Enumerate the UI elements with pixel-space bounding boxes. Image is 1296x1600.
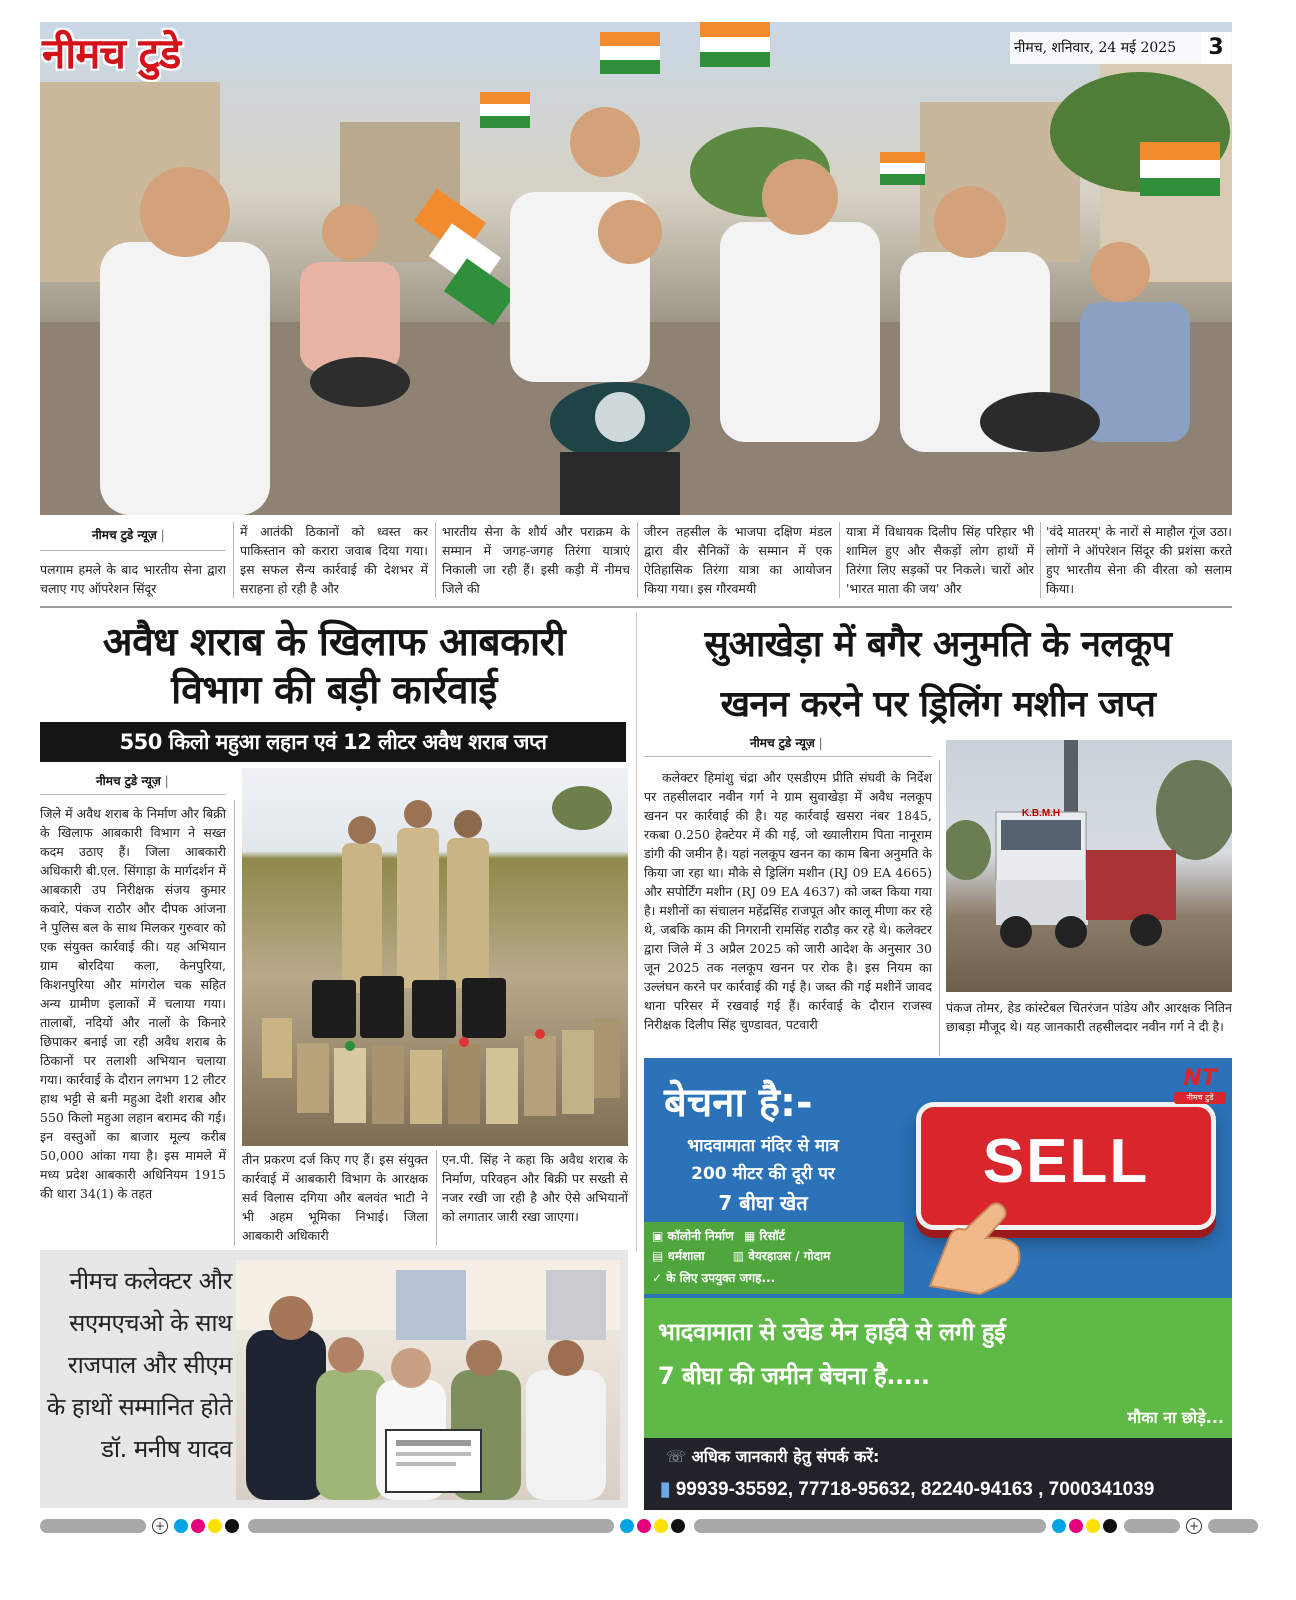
page-number: 3 [1202,32,1230,64]
phone-icon: ☏ [666,1447,692,1466]
ad-uses-strip [644,1222,904,1294]
ad-green-line-2: 7 बीघा की जमीन बेचना है..... [658,1362,930,1390]
ad-uses-suffix: ✓ के लिए उपयुक्त जगह... [652,1271,776,1285]
photo-story-box [40,1250,628,1508]
rally-illustration [40,22,1232,515]
masthead-logo [42,30,180,78]
liquor-col-3: एन.पी. सिंह ने कहा कि अवैध शराब के निर्माण, परिवहन और बिक्री पर सख्ती से नजर रखी जा रही है और ऐसे अभियानों को लगातार जारी रखा जाएगा। [442,1152,628,1224]
ad-phones: 99939-35592, 77718-95632, 82240-94163 , 7000341039 [675,1479,1155,1500]
felicitation-illustration [236,1260,620,1500]
building-icon: ▣ [652,1229,668,1243]
dateline-box [1010,32,1232,64]
yellow-dot [1086,1519,1100,1533]
yellow-dot [208,1519,222,1533]
yellow-dot [654,1519,668,1533]
borewell-body: कलेक्टर हिमांशु चंद्रा और एसडीएम प्रीति संघवी के निर्देश पर तहसीलदार नवीन गर्ग ने ग्राम सुवाखेड़ा में अवैध नलकूप खनन पर कार्रवाई की है। यह कार्रवाई खसरा नंबर 1845, रकबा 0.250 हेक्टेयर में की गई, जो ख्यालीराम पिता नानूराम डांगी की जमीन है। यहां नलकूप खनन का काम बिना अनुमति के किया जा रहा था। मौके से ड्रिलिंग मशीन (RJ 09 EA 4665) और सपोर्टिंग मशीन (RJ 09 EA 4637) को जब्त किया गया है। मशीनों का संचालन महेंद्रसिंह राजपूत और कालू मीणा कर रहे थे, जबकि काम की निगरानी रामसिंह राठौड़ कर रहे थे। कलेक्टर द्वारा जिले में 3 अप्रैल 2025 को जारी आदेश के अनुसार 30 जून 2025 तक नलकूप खनन पर रोक है। इस नियम का उल्लंघन करने पर कार्रवाई की गई है। जब्त की गई मशीनें जावद थाना परिसर में रखवाई गई हैं। कार्रवाई के दौरान राजस्व निरीक्षक दिलीप सिंह चुण्डावत, पटवारी [644,770,932,1032]
ad-green-line-1: भादवामाता से उचेड मेन हाईवे से लगी हुई [658,1318,1006,1346]
ad-line-1: भादवामाता मंदिर से मात्र [687,1136,839,1156]
ad-logo [1174,1066,1226,1112]
ad-use-4: वेयरहाउस / गोदाम [748,1249,831,1263]
ad-green-band [644,1298,1232,1438]
liquor-headline-1: अवैध शराब के खिलाफ आबकारी [102,620,566,665]
registration-bar [1208,1519,1258,1533]
liquor-col-2: तीन प्रकरण दर्ज किए गए हैं। इस संयुक्त कार्रवाई में आबकारी विभाग के आरक्षक सर्व विलास दगिया और बलवंत भाटी ने भी अहम भूमिका निभाई। जिला आबकारी अधिकारी [242,1152,428,1243]
liquor-headline-2: विभाग की बड़ी कार्रवाई [171,668,497,713]
lead-photo [40,22,1232,515]
liquor-col-1: जिले में अवैध शराब के निर्माण और बिक्री के खिलाफ आबकारी विभाग ने सख्त कदम उठाए हैं। जिला आबकारी अधिकारी बी.एल. सिंगाड़ा के मार्गदर्शन में आबकारी उप निरीक्षक संजय कुमार कवारे, पंकज राठौर और दीपक आंजना ने पुलिस बल के साथ मिलकर गुरुवार को एक संयुक्त कार्रवाई की। यह अभियान ग्राम बोरदिया कला, केनपुरिया, किशनपुरिया और मांगरोल चक सहित अन्य ग्रामीण इलाकों में चलाया गया। तालाबों, नदियों और नालों के किनारे छिपाकर बनाई जा रही अवैध शराब के ठिकानों पर तलाशी अभियान चलाया गया। कार्रवाई के दौरान लगभग 12 लीटर हाथ भट्टी से बनी महुआ देशी शराब और 550 किलो महुआ लहान बरामद की गई। इन वस्तुओं का बाजार मूल्य करीब 50,000 आंका गया है। इस मामले में मध्य प्रदेश आबकारी अधिनियम 1915 की धारा 34(1) के तहत [40,806,226,1201]
ad-green-tag: मौका ना छोड़े... [1127,1408,1224,1427]
hall-icon: ▤ [652,1249,668,1263]
property-ad [644,1058,1232,1510]
borewell-byline: नीमच टुडे न्यूज़ | [750,734,823,751]
lead-col-3: भारतीय सेना के शौर्य और पराक्रम के सम्मान में जगह-जगह तिरंगा यात्राएं निकाली जा रही हैं। इसी कड़ी में नीमच जिले की [442,524,630,596]
registration-bar [248,1519,614,1533]
ad-use-2: रिसॉर्ट [759,1229,785,1243]
registration-bar [40,1519,146,1533]
cyan-dot [620,1519,634,1533]
liquor-seizure-photo [242,768,628,1146]
liquor-byline: नीमच टुडे न्यूज़ | [96,772,169,789]
dateline: नीमच, शनिवार, 24 मई 2025 [1014,40,1177,56]
ad-contact-band [644,1438,1232,1510]
cyan-dot [174,1519,188,1533]
liquor-illustration [242,768,628,1146]
truck-label: K.B.M.H [1021,808,1061,819]
black-dot [671,1519,685,1533]
lead-col-2: में आतंकी ठिकानों को ध्वस्त कर पाकिस्तान को करारा जवाब दिया गया। इस सफल सैन्य कार्रवाई की देशभर में सराहना हो रही है और [240,524,428,596]
mobile-icon: ▮ [660,1479,676,1500]
magenta-dot [1069,1519,1083,1533]
logo-mark-icon: NT [1183,1066,1217,1091]
logo-text: नीमच टुडे [1174,1092,1226,1104]
ad-headline: बेचना है:- [664,1080,813,1126]
felicitation-photo [236,1260,620,1500]
truck-illustration [946,740,1232,992]
lead-col-1: पलगाम हमले के बाद भारतीय सेना द्वारा चलाए गए ऑपरेशन सिंदूर [40,562,226,596]
ad-contact-label: अधिक जानकारी हेतु संपर्क करें: [691,1447,880,1466]
masthead-name: नीमच टुडे [42,29,181,78]
lead-col-5: यात्रा में विधायक दिलीप सिंह परिहार भी शामिल हुए और सैकड़ों लोग हाथों में तिरंगा लिए सड़कों पर निकले। चारों ओर 'भारत माता की जय' और [846,524,1034,596]
ad-line-2: 200 मीटर की दूरी पर [691,1164,835,1184]
borewell-headline-2: खनन करने पर ड्रिलिंग मशीन जप्त [720,684,1156,725]
ad-use-3: धर्मशाला [667,1249,705,1263]
registration-bar [1124,1519,1180,1533]
black-dot [1103,1519,1117,1533]
registration-bar [694,1519,1046,1533]
magenta-dot [191,1519,205,1533]
borewell-tail: पंकज तोमर, हेड कांस्टेबल चितरंजन पांडेय और आरक्षक नितिन छाबड़ा मौजूद थे। यह जानकारी तहसीलदार नवीन गर्ग ने दी है। [946,1000,1232,1034]
liquor-subhead-bar [40,722,626,762]
cyan-dot [1052,1519,1066,1533]
sell-label: SELL [982,1127,1150,1196]
ad-use-1: कॉलोनी निर्माण [667,1229,734,1243]
section-divider [40,606,1232,608]
magenta-dot [637,1519,651,1533]
crosshair-icon: + [1186,1518,1202,1534]
print-registration-strip [40,1518,1232,1534]
lead-col-6: 'वंदे मातरम्' के नारों से माहौल गूंज उठा। लोगों ने ऑपरेशन सिंदूर की प्रशंसा करते हुए भारतीय सेना की वीरता को सलाम किया। [1046,524,1232,596]
crosshair-icon: + [152,1518,168,1534]
liquor-subhead: 550 किलो महुआ लहान एवं 12 लीटर अवैध शराब जप्त [119,730,547,754]
pointing-hand-icon [910,1176,1040,1296]
black-dot [225,1519,239,1533]
borewell-headline-1: सुआखेड़ा में बगैर अनुमति के नलकूप [704,624,1172,665]
lead-byline: नीमच टुडे न्यूज़ | [92,526,165,543]
ad-line-3: 7 बीघा खेत [718,1191,808,1215]
resort-icon: ▦ [743,1229,760,1243]
lead-col-4: जीरन तहसील के भाजपा दक्षिण मंडल द्वारा वीर सैनिकों के सम्मान में एक ऐतिहासिक तिरंगा यात्रा का आयोजन किया गया। इस गौरवमयी [644,524,832,596]
photo-story-caption: नीमच कलेक्टर और सएमएचओ के साथ राजपाल और सीएम के हाथों सम्मानित होते डॉ. मनीष यादव [46,1267,232,1463]
borewell-truck-photo [946,740,1232,992]
warehouse-icon: ▥ [732,1249,749,1263]
